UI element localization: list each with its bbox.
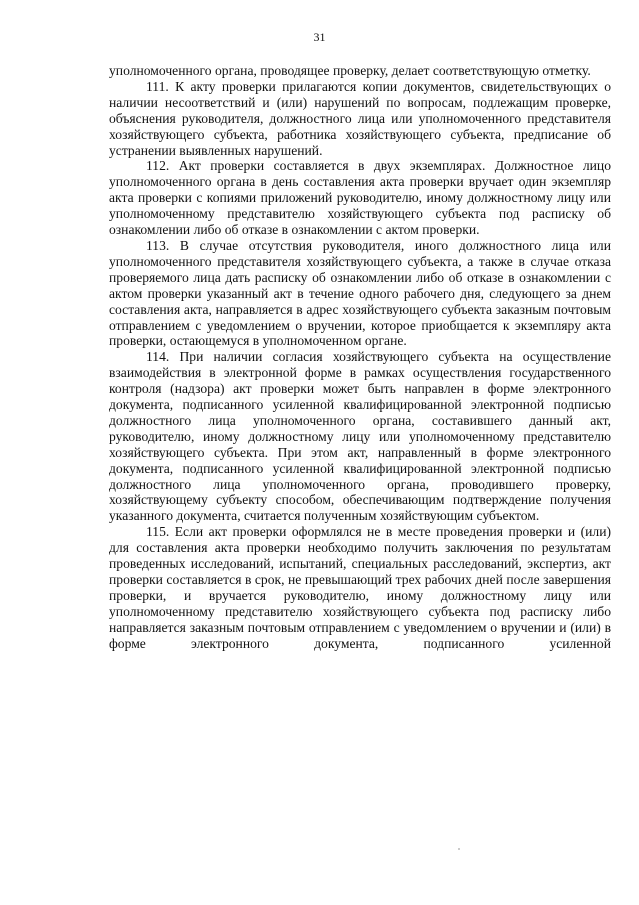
page-number: 31 (313, 30, 326, 44)
paragraph-continuation: уполномоченного органа, проводящее проверку, делает соответствующую отметку. (109, 63, 591, 78)
scan-speck (458, 848, 460, 850)
paragraph-111: 111. К акту проверки прилагаются копии документов, свидетельствующих о наличии несоответствий и (или) нарушений по вопросам, подлежащим проверке, объяснения руководителя, должностного лица или уполномоченного представителя хозяйствующего субъекта, работника хозяйствующего субъекта, предписание об устранении выявленных нарушений. (109, 78, 611, 158)
paragraph-115: 115. Если акт проверки оформлялся не в месте проведения проверки и (или) для составления акта проверки необходимо получить заключения по результатам проведенных исследований, испытаний, специальных расследований, экспертиз, акт проверки составляется в срок, не превышающий трех рабочих дней после завершения проверки, и вручается руководителю, иному должностному лицу или уполномоченному представителю хозяйствующего субъекта под расписку либо направляется заказным почтовым отправлением с уведомлением о вручении и (или) в форме электронного документа, подписанного усиленной (109, 524, 611, 651)
paragraph-113: 113. В случае отсутствия руководителя, иного должностного лица или уполномоченного представителя хозяйствующего субъекта, а также в случае отказа проверяемого лица дать расписку об ознакомлении либо об отказе в ознакомлении с актом проверки указанный акт в течение одного рабочего дня, следующего за днем составления акта, направляется в адрес хозяйствующего субъекта заказным почтовым отправлением с уведомлением о вручении, которое приобщается к экземпляру акта проверки, остающемуся в уполномоченном органе. (109, 237, 611, 349)
paragraph-114: 114. При наличии согласия хозяйствующего субъекта на осуществление взаимодействия в электронной форме в рамках осуществления государственного контроля (надзора) акт проверки может быть направлен в форме электронного документа, подписанного усиленной квалифицированной электронной подписью должностного лица уполномоченного органа, составившего данный акт, руководителю, иному должностному лицу или уполномоченному представителю хозяйствующего субъекта. При этом акт, направленный в форме электронного документа, подписанного усиленной квалифицированной электронной подписью должностного лица уполномоченного органа, проводившего проверку, хозяйствующему субъекту способом, обеспечивающим подтверждение получения указанного документа, считается полученным хозяйствующим субъектом. (109, 349, 611, 524)
document-body (109, 63, 611, 652)
paragraph-112: 112. Акт проверки составляется в двух экземплярах. Должностное лицо уполномоченного органа в день составления акта проверки вручает один экземпляр акта проверки с копиями приложений руководителю, иному должностному лицу или уполномоченному представителю хозяйствующего субъекта под расписку об ознакомлении либо об отказе в ознакомлении с актом проверки. (109, 158, 611, 238)
